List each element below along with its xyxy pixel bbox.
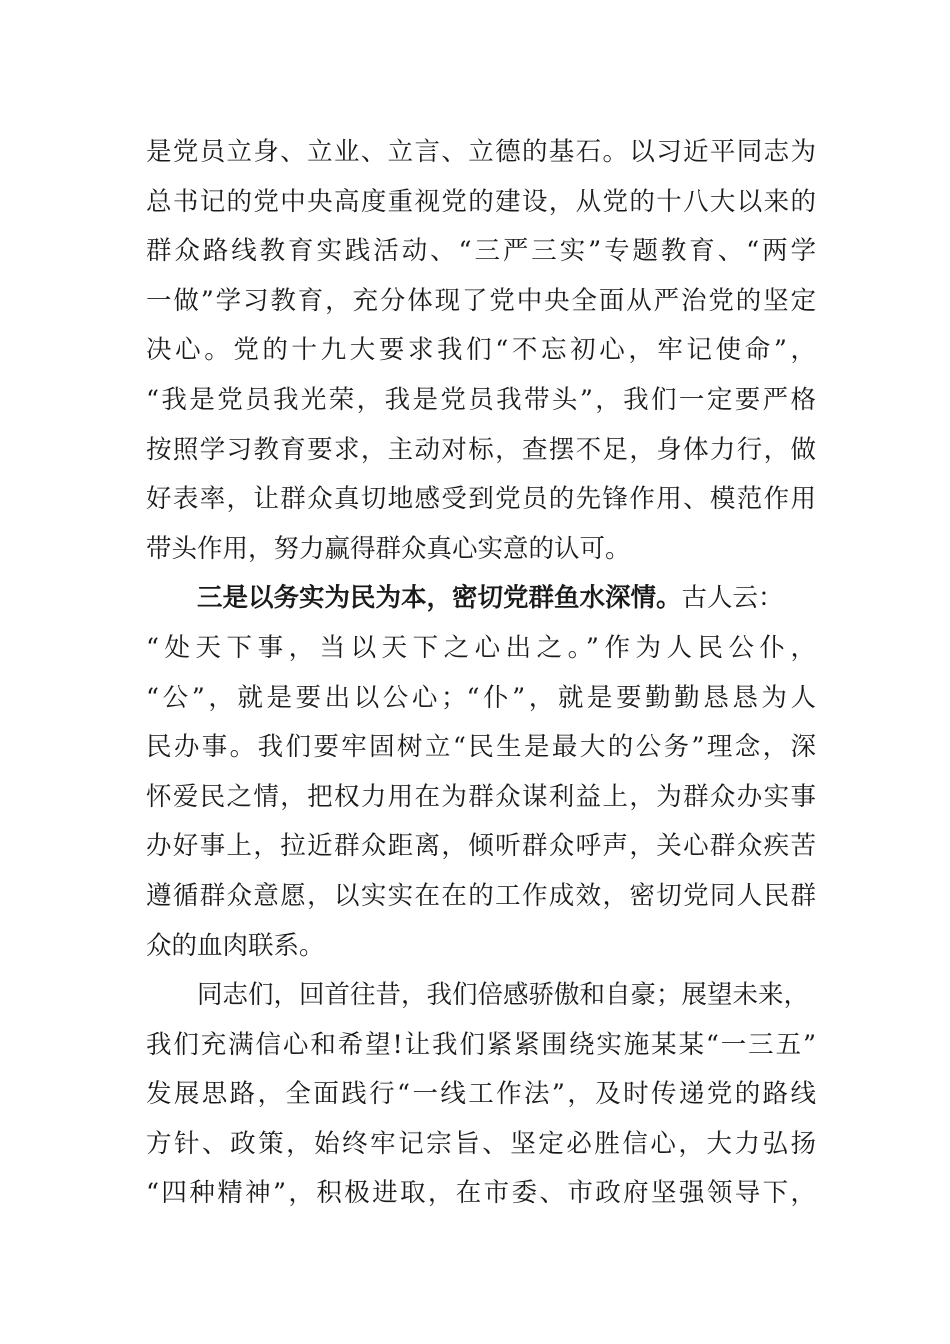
text-line: 众的血肉联系。 [146, 930, 325, 961]
text-line: 我们充满信心和希望!让我们紧紧围绕实施某某“一三五” [146, 1029, 816, 1060]
text-line: 方针、政策，始终牢记宗旨、坚定必胜信心，大力弘扬 [146, 1128, 816, 1159]
text-line: 怀爱民之情，把权力用在为群众谋利益上，为群众办实事 [146, 781, 816, 812]
text-line: 民办事。我们要牢固树立“民生是最大的公务”理念，深 [146, 732, 816, 763]
text-line: 一做”学习教育，充分体现了党中央全面从严治党的坚定 [146, 285, 816, 316]
text-line: 好表率，让群众真切地感受到党员的先锋作用、模范作用 [146, 484, 816, 515]
text-line: 总书记的党中央高度重视党的建设，从党的十八大以来的 [146, 186, 816, 217]
text-line: 群众路线教育实践活动、“三严三实”专题教育、“两学 [146, 236, 816, 267]
text-line: “公”，就是要出以公心；“仆”，就是要勤勤恳恳为人 [146, 682, 816, 713]
text-run: 古人云： [681, 583, 784, 614]
paragraph-party-member-role [146, 128, 816, 574]
text-line: 同志们，回首往昔，我们倍感骄傲和自豪；展望未来， [197, 980, 810, 1011]
section-heading: 三是以务实为民为本，密切党群鱼水深情。 [197, 583, 682, 614]
text-line [146, 574, 816, 624]
text-line: 决心。党的十九大要求我们“不忘初心，牢记使命”， [146, 335, 816, 366]
text-line: 发展思路，全面践行“一线工作法”，及时传递党的路线 [146, 1079, 816, 1110]
body-text [146, 128, 816, 1219]
text-line: “我是党员我光荣，我是党员我带头”，我们一定要严格 [146, 384, 816, 415]
text-line: 带头作用，努力赢得群众真心实意的认可。 [146, 533, 631, 564]
paragraph-serve-the-people [146, 574, 816, 971]
text-line: “处天下事，当以天下之心出之。”作为人民公仆， [146, 632, 816, 663]
text-line: 是党员立身、立业、立言、立德的基石。以习近平同志为 [146, 137, 816, 167]
text-line: 办好事上，拉近群众距离，倾听群众呼声，关心群众疾苦 [146, 831, 816, 862]
text-line: 按照学习教育要求，主动对标，查摆不足，身体力行，做 [146, 434, 816, 465]
text-line: “四种精神”，积极进取，在市委、市政府坚强领导下， [146, 1178, 816, 1209]
text-line: 遵循群众意愿，以实实在在的工作成效，密切党同人民群 [146, 880, 816, 911]
paragraph-closing-remarks [146, 971, 816, 1219]
